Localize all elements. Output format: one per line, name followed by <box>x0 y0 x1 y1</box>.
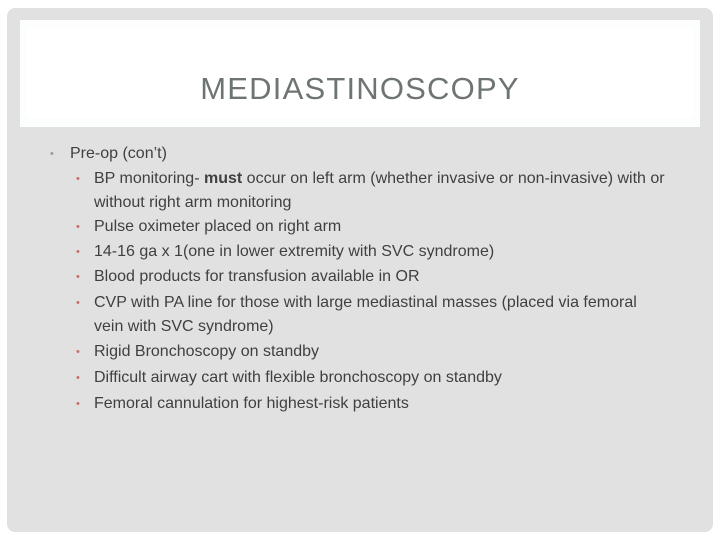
bullet-icon-level2: • <box>76 271 80 283</box>
bullet-item-blood-products: Blood products for transfusion available in OR <box>94 268 420 285</box>
bullet-icon-level2: • <box>76 221 80 233</box>
bullet-icon-level2: • <box>76 398 80 410</box>
bullet-item-difficult-airway: Difficult airway cart with flexible bronchoscopy on standby <box>94 369 502 386</box>
bullet-icon-level2: • <box>76 372 80 384</box>
bp-text-end: occur on left arm (whether invasive or non-invasive) with or without right arm monitoring <box>94 170 665 211</box>
bullet-item-iv-access: 14-16 ga x 1(one in lower extremity with SVC syndrome) <box>94 243 495 260</box>
title-box <box>20 20 700 127</box>
bp-text-start: BP monitoring- <box>94 170 204 187</box>
bullet-icon-level2: • <box>76 173 80 185</box>
bullet-level1-preop: Pre-op (con’t) <box>70 145 167 162</box>
bullet-icon-level2: • <box>76 346 80 358</box>
bullet-icon-level1: • <box>50 148 54 160</box>
bullet-icon-level2: • <box>76 246 80 258</box>
bullet-item-rigid-bronchoscopy: Rigid Bronchoscopy on standby <box>94 343 320 360</box>
bullet-item-cvp-pa-line: CVP with PA line for those with large mediastinal masses (placed via femoral vein with SVC syndrome) <box>94 294 637 335</box>
bullet-icon-level2: • <box>76 297 80 309</box>
bullet-item-femoral-cannulation: Femoral cannulation for highest-risk patients <box>94 395 409 412</box>
bp-text-bold: must <box>203 170 243 187</box>
bullet-item-bp-monitoring <box>94 167 694 215</box>
slide-title: MEDIASTINOSCOPY <box>200 71 520 106</box>
bullet-item-pulse-oximeter: Pulse oximeter placed on right arm <box>94 218 342 235</box>
